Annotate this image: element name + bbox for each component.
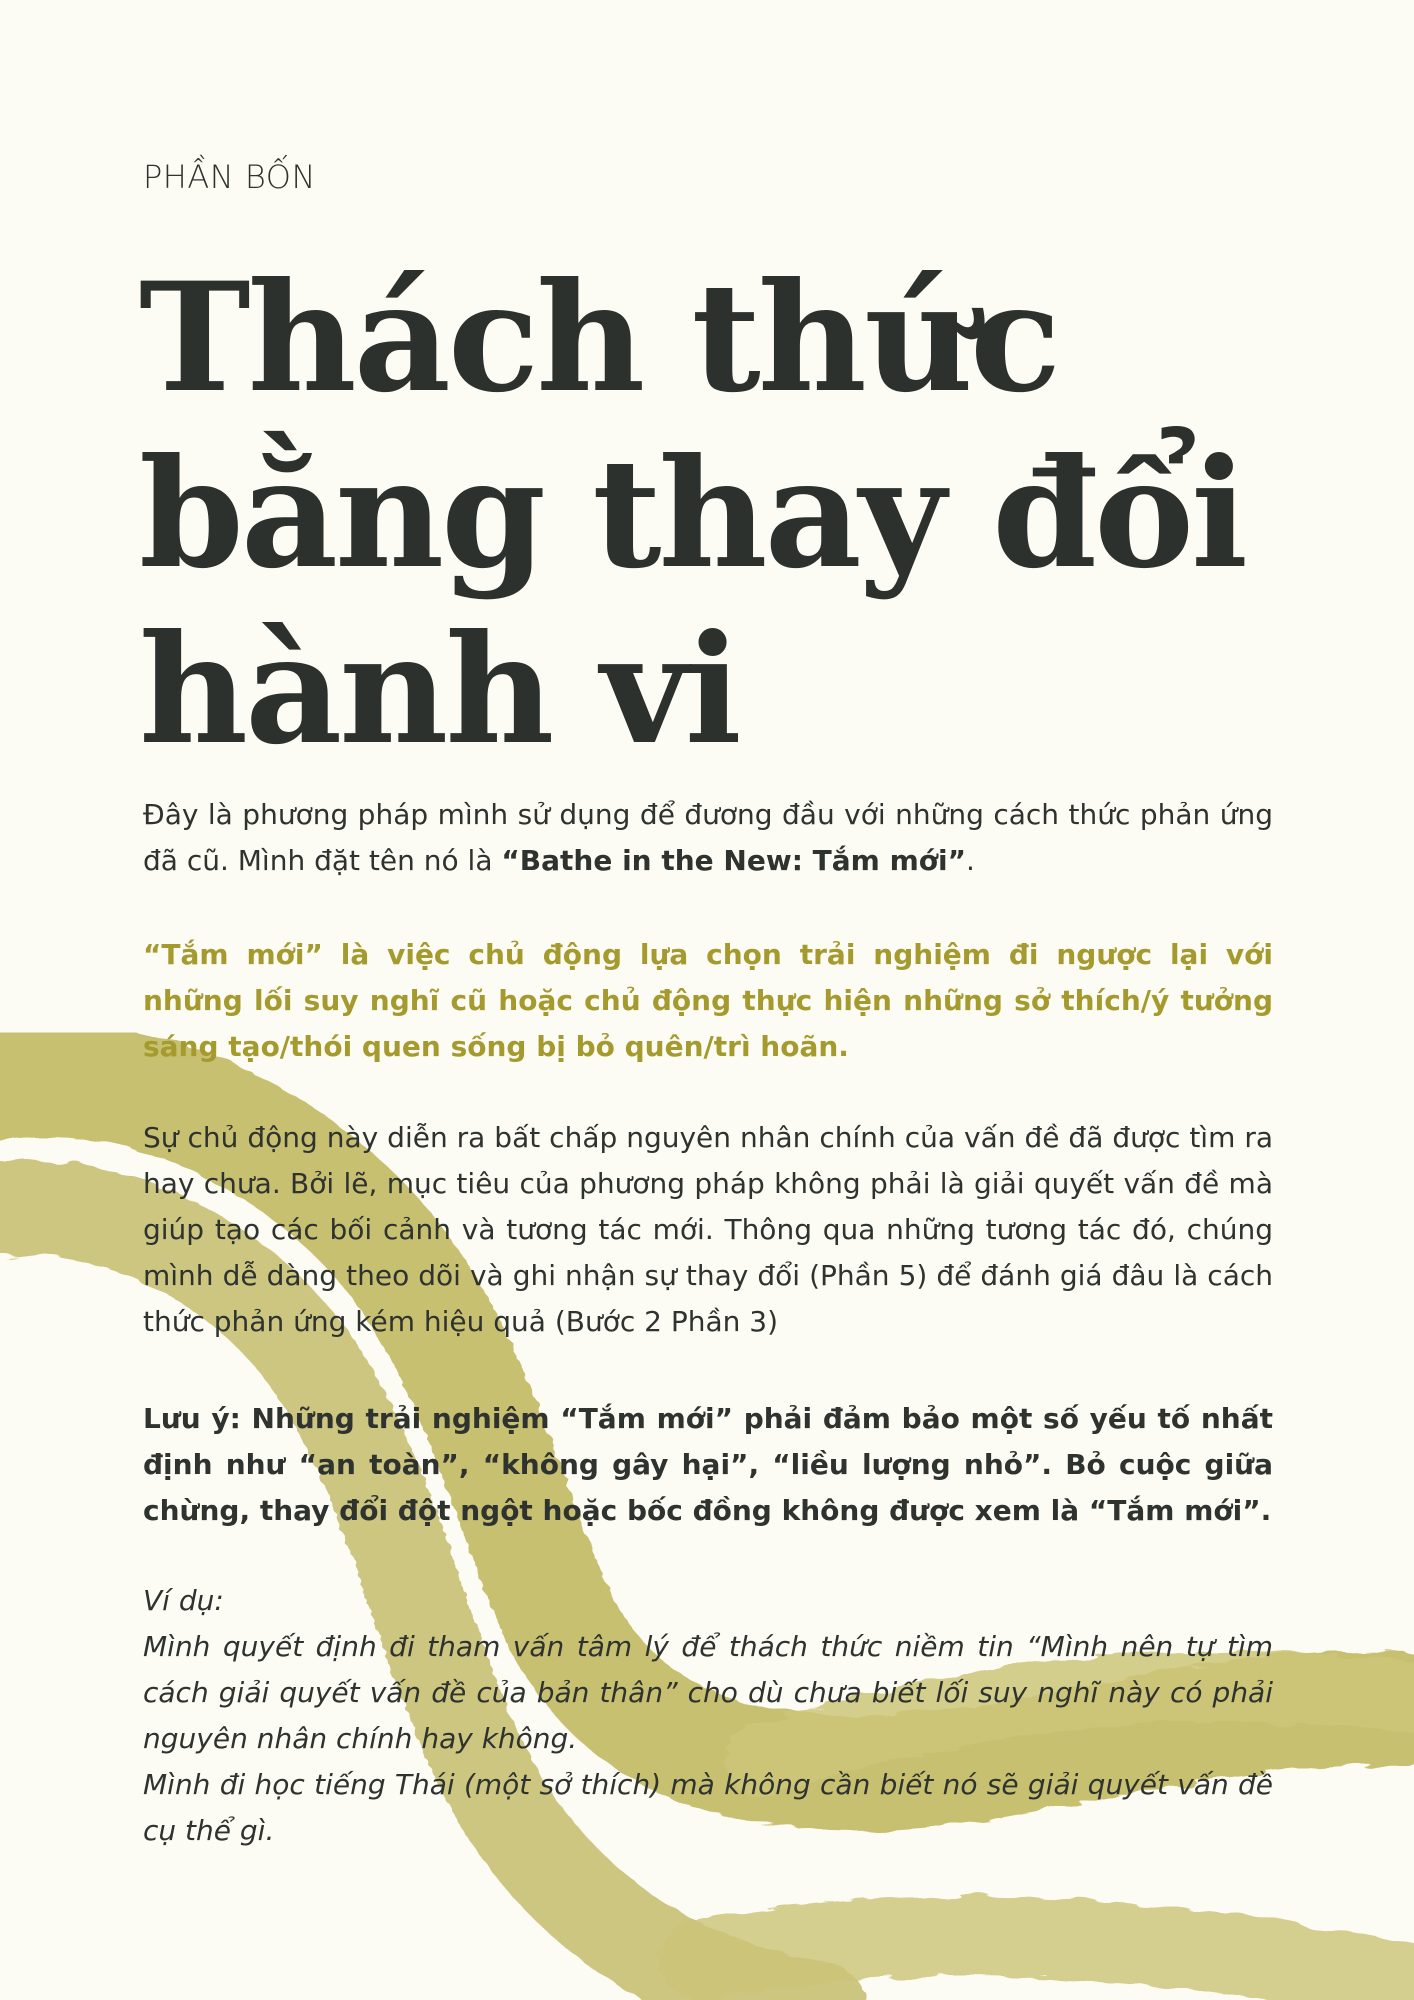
title-line-1: Thách thức bbox=[139, 250, 1059, 426]
title-line-2: bằng thay đổi bbox=[139, 426, 1246, 602]
title-line-3: hành vi bbox=[139, 602, 739, 778]
example-block bbox=[143, 1578, 1273, 1854]
note-paragraph: Lưu ý: Những trải nghiệm “Tắm mới” phải đảm bảo một số yếu tố nhất định như “an toàn”, “không gây hại”, “liều lượng nhỏ”. Bỏ cuộc giữa chừng, thay đổi đột ngột hoặc bốc đồng không được xem là “Tắm mới”. bbox=[143, 1402, 1273, 1527]
intro-text: Đây là phương pháp mình sử dụng để đương đầu với những cách thức phản ứng đã cũ. Mình đặt tên nó là bbox=[143, 798, 1273, 877]
example-item-2: Mình đi học tiếng Thái (một sở thích) mà không cần biết nó sẽ giải quyết vấn đề cụ thể gì. bbox=[143, 1768, 1273, 1847]
example-item-1: Mình quyết định đi tham vấn tâm lý để thách thức niềm tin “Mình nên tự tìm cách giải quyết vấn đề của bản thân” cho dù chưa biết lối suy nghĩ này có phải nguyên nhân chính hay không. bbox=[143, 1630, 1273, 1755]
intro-end: . bbox=[966, 844, 975, 877]
example-label: Ví dụ: bbox=[143, 1584, 224, 1617]
method-name: “Bathe in the New: Tắm mới” bbox=[501, 844, 966, 877]
brush-stroke-bottom bbox=[700, 1936, 1414, 1990]
intro-paragraph bbox=[143, 792, 1273, 884]
page-title bbox=[139, 250, 1245, 778]
explanation-paragraph: Sự chủ động này diễn ra bất chấp nguyên nhân chính của vấn đề đã được tìm ra hay chưa. Bởi lẽ, mục tiêu của phương pháp không phải là giải quyết vấn đề mà giúp tạo các bối cảnh và tương tác mới. Thông qua những tương tác đó, chúng mình dễ dàng theo dõi và ghi nhận sự thay đổi (Phần 5) để đánh giá đâu là cách thức phản ứng kém hiệu quả (Bước 2 Phần 3) bbox=[143, 1121, 1273, 1338]
section-label: PHẦN BỐN bbox=[143, 158, 316, 196]
definition-paragraph: “Tắm mới” là việc chủ động lựa chọn trải nghiệm đi ngược lại với những lối suy nghĩ cũ hoặc chủ động thực hiện những sở thích/ý tưởng sáng tạo/thói quen sống bị bỏ quên/trì hoãn. bbox=[143, 938, 1273, 1063]
